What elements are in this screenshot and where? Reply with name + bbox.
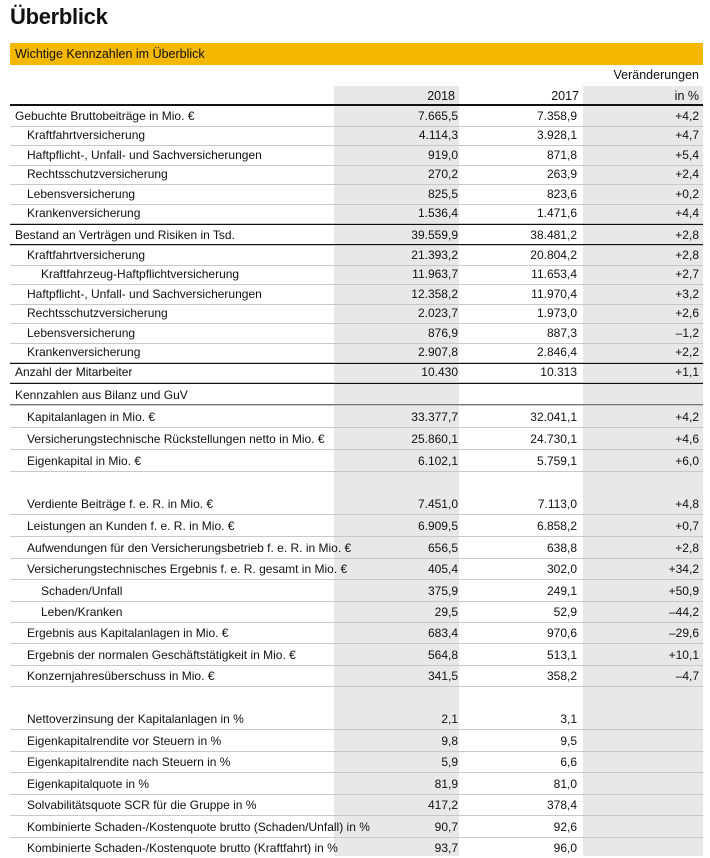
value-change: +10,1 bbox=[668, 648, 699, 662]
value-2018: 6.102,1 bbox=[417, 454, 458, 468]
value-change: –4,7 bbox=[675, 669, 699, 683]
value-2018: 656,5 bbox=[427, 541, 458, 555]
value-change: +2,2 bbox=[675, 345, 699, 359]
row-label: Kombinierte Schaden-/Kostenquote brutto (Kraftfahrt) in % bbox=[27, 841, 338, 855]
value-2018: 405,4 bbox=[427, 562, 458, 576]
table-row bbox=[10, 710, 703, 729]
row-divider bbox=[10, 622, 703, 623]
value-change: +0,7 bbox=[675, 519, 699, 533]
row-divider bbox=[10, 794, 703, 795]
value-2017: 6,6 bbox=[560, 755, 577, 769]
value-2017: 823,6 bbox=[546, 187, 577, 201]
table-row bbox=[10, 667, 703, 686]
value-2017: 81,0 bbox=[553, 777, 577, 791]
table-row bbox=[10, 796, 703, 815]
row-divider bbox=[10, 536, 703, 537]
row-label: Aufwendungen für den Versicherungsbetrieb f. e. R. in Mio. € bbox=[27, 541, 352, 555]
value-2017: 5.759,1 bbox=[536, 454, 577, 468]
value-2017: 38.481,2 bbox=[530, 228, 577, 242]
row-label: Krankenversicherung bbox=[27, 206, 141, 220]
value-change: +3,2 bbox=[675, 287, 699, 301]
value-2018: 2.907,8 bbox=[417, 345, 458, 359]
table-row bbox=[10, 517, 703, 536]
value-2017: 2.846,4 bbox=[536, 345, 577, 359]
header-2018: 2018 bbox=[427, 89, 455, 103]
value-2018: 4.114,3 bbox=[418, 128, 458, 142]
table-row bbox=[10, 363, 703, 382]
value-2018: 683,4 bbox=[427, 626, 458, 640]
value-2018: 33.377,7 bbox=[411, 410, 458, 424]
value-2018: 93,7 bbox=[434, 841, 458, 855]
row-label: Eigenkapital in Mio. € bbox=[27, 454, 142, 468]
table-row bbox=[10, 246, 703, 265]
row-label: Eigenkapitalquote in % bbox=[27, 777, 150, 791]
table-row bbox=[10, 265, 703, 284]
header-change-unit: in % bbox=[674, 89, 699, 103]
value-2017: 358,2 bbox=[546, 669, 577, 683]
header-change: Veränderungen bbox=[613, 68, 699, 82]
value-change: –29,6 bbox=[668, 626, 699, 640]
table-row bbox=[10, 430, 703, 449]
value-2017: 638,8 bbox=[546, 541, 577, 555]
row-divider bbox=[10, 223, 703, 224]
row-label: Lebensversicherung bbox=[27, 187, 136, 201]
value-2017: 20.804,2 bbox=[530, 248, 577, 262]
value-change: +2,4 bbox=[675, 167, 699, 181]
value-change: +5,4 bbox=[675, 148, 699, 162]
table-row bbox=[10, 539, 703, 558]
row-label: Konzernjahresüberschuss in Mio. € bbox=[27, 669, 215, 683]
value-change: +2,8 bbox=[675, 228, 699, 242]
value-2018: 10.430 bbox=[421, 365, 458, 379]
value-change: +6,0 bbox=[675, 454, 699, 468]
value-change: –1,2 bbox=[675, 326, 699, 340]
row-label: Leben/Kranken bbox=[41, 605, 123, 619]
row-divider bbox=[10, 382, 703, 383]
table-row bbox=[10, 452, 703, 471]
value-2017: 263,9 bbox=[546, 167, 577, 181]
value-2018: 1.536,4 bbox=[417, 206, 458, 220]
value-2017: 1.471,6 bbox=[536, 206, 577, 220]
table-row bbox=[10, 839, 703, 858]
value-change: +50,9 bbox=[668, 584, 699, 598]
row-divider bbox=[10, 405, 703, 406]
rule-line bbox=[10, 104, 703, 106]
value-2017: 24.730,1 bbox=[530, 432, 577, 446]
row-divider bbox=[10, 686, 703, 687]
row-divider bbox=[10, 772, 703, 773]
row-label: Haftpflicht-, Unfall- und Sachversicherungen bbox=[27, 148, 262, 162]
row-divider bbox=[10, 837, 703, 838]
value-2017: 92,6 bbox=[553, 820, 577, 834]
value-2017: 11.970,4 bbox=[531, 287, 577, 301]
row-label: Kraftfahrzeug-Haftpflichtversicherung bbox=[41, 267, 240, 281]
row-divider bbox=[10, 729, 703, 730]
row-label: Lebensversicherung bbox=[27, 326, 136, 340]
value-change: +2,7 bbox=[675, 267, 699, 281]
value-2017: 3,1 bbox=[560, 712, 577, 726]
value-2018: 375,9 bbox=[427, 584, 458, 598]
value-2018: 825,5 bbox=[427, 187, 458, 201]
value-2018: 29,5 bbox=[434, 605, 458, 619]
header-2017: 2017 bbox=[551, 89, 579, 103]
value-2018: 11.963,7 bbox=[412, 267, 458, 281]
value-2017: 249,1 bbox=[546, 584, 577, 598]
table-row bbox=[10, 624, 703, 643]
section-band: Wichtige Kennzahlen im Überblick bbox=[10, 43, 703, 65]
value-change: –44,2 bbox=[668, 605, 699, 619]
value-2018: 2,1 bbox=[441, 712, 458, 726]
row-divider bbox=[10, 471, 703, 472]
table-row bbox=[10, 560, 703, 579]
table-row bbox=[10, 204, 703, 223]
value-2017: 7.113,0 bbox=[537, 497, 577, 511]
table-row bbox=[10, 324, 703, 343]
row-label: Leistungen an Kunden f. e. R. in Mio. € bbox=[27, 519, 235, 533]
value-2018: 25.860,1 bbox=[411, 432, 458, 446]
value-2018: 6.909,5 bbox=[417, 519, 458, 533]
table-row bbox=[10, 732, 703, 751]
row-label: Gebuchte Bruttobeiträge in Mio. € bbox=[15, 109, 195, 123]
table-row bbox=[10, 107, 703, 126]
row-divider bbox=[10, 427, 703, 428]
table-row bbox=[10, 582, 703, 601]
row-divider bbox=[10, 751, 703, 752]
value-2018: 564,8 bbox=[427, 648, 458, 662]
table-row bbox=[10, 386, 703, 405]
table-row bbox=[10, 775, 703, 794]
table-row bbox=[10, 146, 703, 165]
row-divider bbox=[10, 449, 703, 450]
row-divider bbox=[10, 665, 703, 666]
value-change: +0,2 bbox=[675, 187, 699, 201]
row-label: Ergebnis aus Kapitalanlagen in Mio. € bbox=[27, 626, 229, 640]
table-row bbox=[10, 304, 703, 323]
table-row bbox=[10, 495, 703, 514]
row-label: Ergebnis der normalen Geschäftstätigkeit in Mio. € bbox=[27, 648, 296, 662]
value-change: +34,2 bbox=[668, 562, 699, 576]
row-label: Solvabilitätsquote SCR für die Gruppe in % bbox=[27, 798, 257, 812]
row-label: Kapitalanlagen in Mio. € bbox=[27, 410, 156, 424]
table-row bbox=[10, 126, 703, 145]
table-row bbox=[10, 753, 703, 772]
value-2018: 876,9 bbox=[427, 326, 458, 340]
table-row bbox=[10, 343, 703, 362]
value-2017: 96,0 bbox=[553, 841, 577, 855]
value-change: +2,8 bbox=[675, 248, 699, 262]
value-2018: 2.023,7 bbox=[417, 306, 458, 320]
value-2017: 3.928,1 bbox=[536, 128, 577, 142]
value-change: +4,4 bbox=[675, 206, 699, 220]
value-2018: 270,2 bbox=[427, 167, 458, 181]
page-title: Überblick bbox=[10, 4, 108, 29]
row-label: Kombinierte Schaden-/Kostenquote brutto (Schaden/Unfall) in % bbox=[27, 820, 370, 834]
value-2017: 11.653,4 bbox=[531, 267, 577, 281]
rule-line bbox=[10, 224, 703, 225]
value-2017: 302,0 bbox=[546, 562, 577, 576]
value-2017: 6.858,2 bbox=[536, 519, 577, 533]
row-label: Krankenversicherung bbox=[27, 345, 141, 359]
rule-line bbox=[10, 383, 703, 384]
table-row bbox=[10, 285, 703, 304]
row-label: Rechtsschutzversicherung bbox=[27, 167, 168, 181]
value-change: +4,7 bbox=[675, 128, 699, 142]
row-divider bbox=[10, 601, 703, 602]
value-change: +4,2 bbox=[675, 109, 699, 123]
table-row bbox=[10, 185, 703, 204]
value-2018: 919,0 bbox=[427, 148, 458, 162]
value-2018: 12.358,2 bbox=[411, 287, 458, 301]
value-2017: 378,4 bbox=[546, 798, 577, 812]
value-change: +4,8 bbox=[675, 497, 699, 511]
table-row bbox=[10, 646, 703, 665]
table-row bbox=[10, 165, 703, 184]
row-label: Nettoverzinsung der Kapitalanlagen in % bbox=[27, 712, 244, 726]
value-2018: 5,9 bbox=[441, 755, 458, 769]
value-change: +4,6 bbox=[675, 432, 699, 446]
value-change: +2,8 bbox=[675, 541, 699, 555]
table-row bbox=[10, 603, 703, 622]
value-2017: 52,9 bbox=[553, 605, 577, 619]
value-2018: 7.451,0 bbox=[417, 497, 458, 511]
value-2017: 871,8 bbox=[546, 148, 577, 162]
row-divider bbox=[10, 815, 703, 816]
value-2017: 1.973,0 bbox=[536, 306, 577, 320]
value-2017: 513,1 bbox=[546, 648, 577, 662]
value-2017: 970,6 bbox=[546, 626, 577, 640]
row-label: Kraftfahrtversicherung bbox=[27, 128, 146, 142]
value-2018: 7.665,5 bbox=[417, 109, 458, 123]
value-change: +4,2 bbox=[675, 410, 699, 424]
value-2017: 32.041,1 bbox=[530, 410, 577, 424]
row-label: Schaden/Unfall bbox=[41, 584, 123, 598]
row-divider bbox=[10, 558, 703, 559]
row-label: Anzahl der Mitarbeiter bbox=[15, 365, 133, 379]
table-row bbox=[10, 818, 703, 837]
value-2017: 7.358,9 bbox=[536, 109, 577, 123]
row-label: Kraftfahrtversicherung bbox=[27, 248, 146, 262]
value-2018: 90,7 bbox=[434, 820, 458, 834]
value-2017: 10.313 bbox=[540, 365, 577, 379]
value-2017: 887,3 bbox=[546, 326, 577, 340]
table-row bbox=[10, 226, 703, 245]
row-label: Verdiente Beiträge f. e. R. in Mio. € bbox=[27, 497, 214, 511]
value-2018: 417,2 bbox=[427, 798, 458, 812]
row-divider bbox=[10, 579, 703, 580]
value-2018: 39.559,9 bbox=[411, 228, 458, 242]
row-label: Eigenkapitalrendite vor Steuern in % bbox=[27, 734, 222, 748]
row-label: Rechtsschutzversicherung bbox=[27, 306, 168, 320]
row-label: Bestand an Verträgen und Risiken in Tsd. bbox=[15, 228, 235, 242]
row-label: Haftpflicht-, Unfall- und Sachversicherungen bbox=[27, 287, 262, 301]
row-label: Versicherungstechnische Rückstellungen netto in Mio. € bbox=[27, 432, 325, 446]
value-2018: 21.393,2 bbox=[411, 248, 458, 262]
row-label: Versicherungstechnisches Ergebnis f. e. R. gesamt in Mio. € bbox=[27, 562, 348, 576]
value-2017: 9,5 bbox=[560, 734, 577, 748]
row-divider bbox=[10, 514, 703, 515]
value-2018: 81,9 bbox=[434, 777, 458, 791]
value-change: +1,1 bbox=[675, 365, 699, 379]
table-row bbox=[10, 408, 703, 427]
row-divider bbox=[10, 643, 703, 644]
row-label: Kennzahlen aus Bilanz und GuV bbox=[15, 388, 188, 402]
value-2018: 9,8 bbox=[441, 734, 458, 748]
value-2018: 341,5 bbox=[427, 669, 458, 683]
value-change: +2,6 bbox=[675, 306, 699, 320]
row-label: Eigenkapitalrendite nach Steuern in % bbox=[27, 755, 231, 769]
